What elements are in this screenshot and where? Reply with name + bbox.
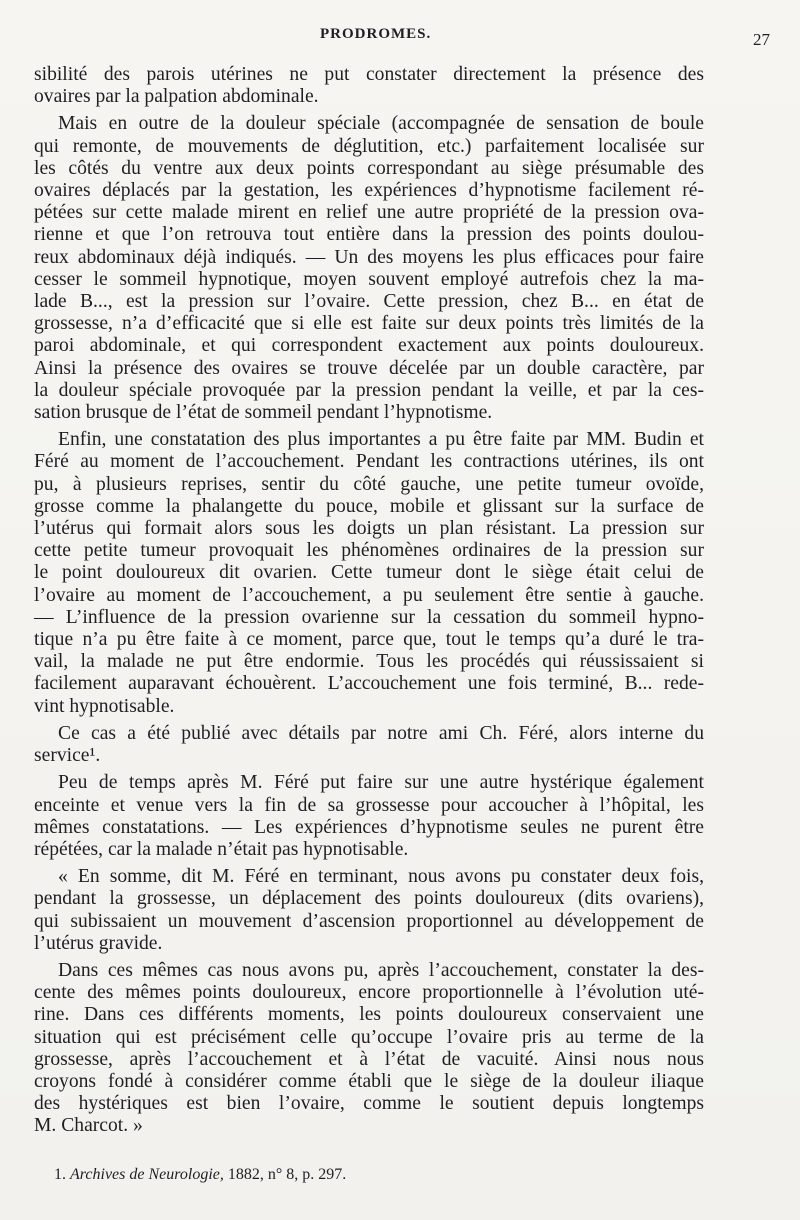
text-line: sibilité des parois utérines ne put constater directement la présence des bbox=[34, 64, 704, 85]
text-line: tique n’a pu être faite à ce moment, parce que, tout le temps qu’a duré le tra- bbox=[34, 629, 704, 651]
page-number: 27 bbox=[753, 30, 770, 49]
text-line: croyons fondé à considérer comme établi que le siège de la douleur iliaque bbox=[34, 1070, 704, 1092]
text-line: grossesse, n’a d’efficacité que si elle est faite sur deux points très limités de la bbox=[34, 313, 704, 335]
text-line: reux abdominaux déjà indiqués. — Un des moyens les plus efficaces pour faire bbox=[34, 246, 704, 268]
running-title: PRODROMES. bbox=[320, 26, 432, 42]
text-line: Féré au moment de l’accouchement. Pendant les contractions utérines, ils ont bbox=[34, 451, 704, 473]
text-line: pétées sur cette malade mirent en relief une autre propriété de la pression ova- bbox=[34, 202, 704, 224]
text-line: l’utérus qui formait alors sous les doigts un plan résistant. La pression sur bbox=[34, 518, 704, 540]
text-line: qui remonte, de mouvements de déglutition, etc.) parfaitement localisée sur bbox=[34, 135, 704, 157]
paragraph bbox=[34, 113, 704, 424]
text-line: « En somme, dit M. Féré en terminant, nous avons pu constater deux fois, bbox=[58, 866, 704, 888]
text-line: grosse comme la phalangette du pouce, mobile et glissant sur la surface de bbox=[34, 495, 704, 517]
text-line: l’ovaire au moment de l’accouchement, a pu seulement être sentie à gauche. bbox=[34, 584, 704, 606]
footnote-details: 1882, n° 8, p. 297. bbox=[227, 1166, 347, 1183]
text-line: ovaires par la palpation abdominale. bbox=[34, 86, 319, 108]
text-line: Peu de temps après M. Féré put faire sur une autre hystérique également bbox=[58, 772, 704, 794]
paragraph bbox=[34, 429, 704, 718]
text-line: enceinte et venue vers la fin de sa grossesse pour accoucher à l’hôpital, les bbox=[34, 794, 704, 816]
text-line: ovaires déplacés par la gestation, les expériences d’hypnotisme facilement ré- bbox=[34, 180, 704, 202]
paragraph bbox=[34, 723, 704, 767]
text-line: répétées, car la malade n’était pas hypnotisable. bbox=[34, 838, 409, 860]
text-line: la douleur spéciale provoquée par la pression pendant la veille, et par la ces- bbox=[34, 379, 704, 401]
text-line: — L’influence de la pression ovarienne sur la cessation du sommeil hypno- bbox=[34, 606, 704, 628]
text-line: Dans ces mêmes cas nous avons pu, après l’accouchement, constater la des- bbox=[58, 959, 704, 981]
text-line: pendant la grossesse, un déplacement des points douloureux (dits ovariens), bbox=[34, 888, 704, 910]
text-line: grossesse, après l’accouchement et à l’état de vacuité. Ainsi nous nous bbox=[34, 1048, 704, 1070]
text-line: situation qui est précisément celle qu’occupe l’ovaire pris au terme de la bbox=[34, 1026, 704, 1048]
text-line: des hystériques est bien l’ovaire, comme le soutient depuis longtemps bbox=[34, 1093, 704, 1115]
text-line: lade B..., est la pression sur l’ovaire. Cette pression, chez B... en état de bbox=[34, 291, 704, 313]
paragraph bbox=[34, 772, 704, 861]
text-line: facilement auparavant échouèrent. L’accouchement une fois terminé, B... rede- bbox=[34, 673, 704, 695]
text-line: Enfin, une constatation des plus importantes a pu être faite par MM. Budin et bbox=[58, 429, 704, 451]
text-line: le point douloureux dit ovarien. Cette tumeur dont le siège était celui de bbox=[34, 562, 704, 584]
paragraph bbox=[34, 866, 704, 955]
text-line: service¹. bbox=[34, 745, 101, 767]
text-line: cente des mêmes points douloureux, encore proportionnelle à l’évolution uté- bbox=[34, 982, 704, 1004]
text-line: pu, à plusieurs reprises, sentir du côté gauche, une petite tumeur ovoïde, bbox=[34, 473, 704, 495]
text-line: Mais en outre de la douleur spéciale (accompagnée de sensation de boule bbox=[58, 113, 704, 135]
footnote-source: Archives de Neurologie, bbox=[70, 1166, 224, 1183]
text-line: les côtés du ventre aux deux points correspondant au siège présumable des bbox=[34, 157, 704, 179]
footnote-marker: 1. bbox=[54, 1166, 66, 1183]
footnote bbox=[54, 1166, 346, 1184]
text-line: mêmes constatations. — Les expériences d’hypnotisme seules ne purent être bbox=[34, 816, 704, 838]
text-line: vail, la malade ne put être endormie. Tous les procédés qui réussissaient si bbox=[34, 651, 704, 673]
text-line: rienne et que l’on retrouva tout entière dans la pression des points doulou- bbox=[34, 224, 704, 246]
body-text bbox=[34, 64, 704, 1138]
page-header bbox=[34, 26, 770, 49]
text-line: M. Charcot. » bbox=[34, 1115, 143, 1137]
paragraph bbox=[34, 960, 704, 1138]
text-line: Ainsi la présence des ovaires se trouve décelée par un double caractère, par bbox=[34, 357, 704, 379]
text-line: cesser le sommeil hypnotique, moyen souvent employé autrefois chez la ma- bbox=[34, 268, 704, 290]
paragraph bbox=[34, 64, 704, 108]
text-line: rine. Dans ces différents moments, les points douloureux conservaient une bbox=[34, 1004, 704, 1026]
text-line: l’utérus gravide. bbox=[34, 932, 163, 954]
text-line: sation brusque de l’état de sommeil pendant l’hypnotisme. bbox=[34, 402, 493, 424]
text-line: paroi abdominale, et qui correspondent exactement aux points douloureux. bbox=[34, 335, 704, 357]
text-line: qui subissaient un mouvement d’ascension proportionnel au développement de bbox=[34, 910, 704, 932]
text-line: cette petite tumeur provoquait les phénomènes ordinaires de la pression sur bbox=[34, 540, 704, 562]
text-line: vint hypnotisable. bbox=[34, 695, 175, 717]
text-line: Ce cas a été publié avec détails par notre ami Ch. Féré, alors interne du bbox=[58, 722, 704, 744]
